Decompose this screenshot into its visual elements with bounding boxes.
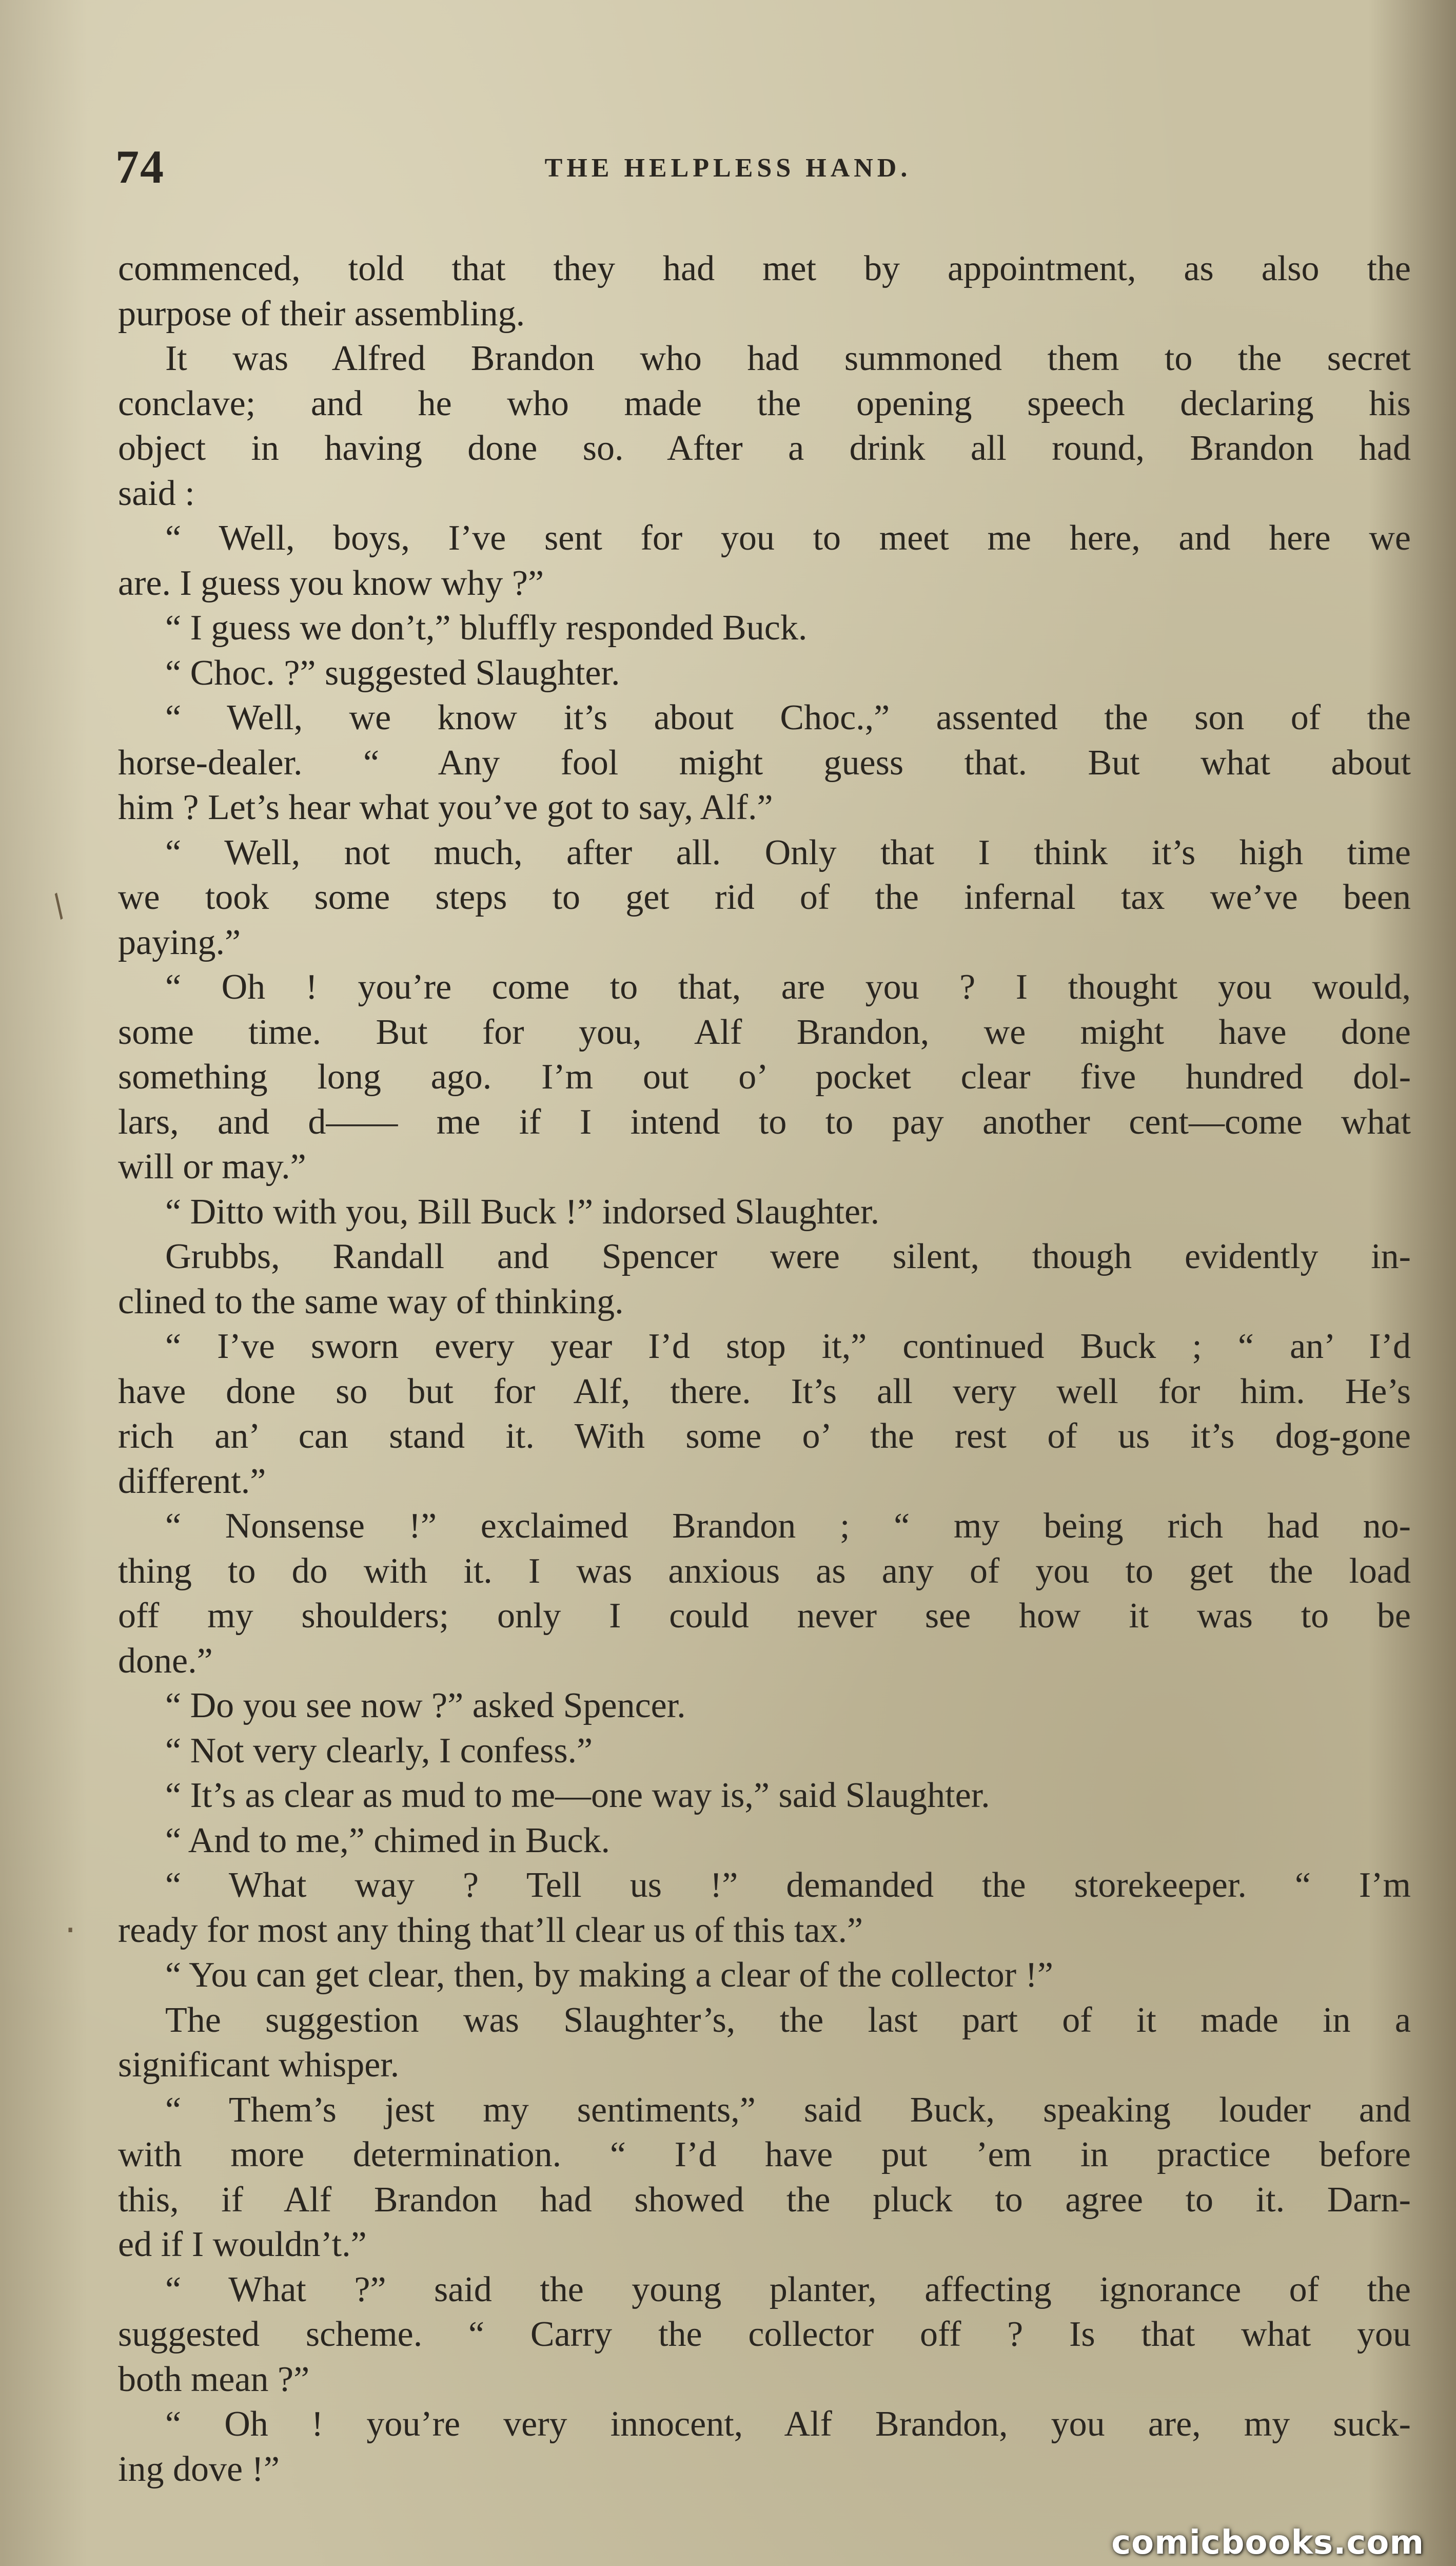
text-line: have done so but for Alf, there. It’s all very well for him. He’s — [118, 1371, 1411, 1411]
text-line: “ I’ve sworn every year I’d stop it,” continued Buck ; “ an’ I’d — [165, 1327, 1411, 1366]
running-title: THE HELPLESS HAND. — [544, 153, 912, 183]
margin-pencil-mark: / — [45, 887, 72, 924]
text-line: Grubbs, Randall and Spencer were silent, though evidently in- — [165, 1237, 1411, 1276]
text-line: object in having done so. After a drink all round, Brandon had — [118, 429, 1411, 468]
text-line: “ What way ? Tell us !” demanded the storekeeper. “ I’m — [165, 1865, 1411, 1905]
text-line: will or may.” — [118, 1147, 306, 1187]
text-line: significant whisper. — [118, 2045, 400, 2085]
text-line: “ Well, not much, after all. Only that I think it’s high time — [165, 832, 1411, 872]
text-line: we took some steps to get rid of the infernal tax we’ve been — [118, 878, 1411, 917]
page-number: 74 — [115, 141, 165, 193]
text-line: different.” — [118, 1461, 266, 1501]
text-line: lars, and d—— me if I intend to to pay another cent—come what — [118, 1102, 1411, 1142]
text-line: The suggestion was Slaughter’s, the last part of it made in a — [165, 2000, 1411, 2040]
text-line: off my shoulders; only I could never see how it was to be — [118, 1596, 1411, 1636]
watermark: comicbooks.com — [1111, 2524, 1424, 2562]
text-line: “ Ditto with you, Bill Buck !” indorsed Slaughter. — [165, 1192, 880, 1232]
text-line: “ Well, we know it’s about Choc.,” assented the son of the — [165, 698, 1411, 737]
text-line: “ Choc. ?” suggested Slaughter. — [165, 653, 620, 693]
text-line: “ Well, boys, I’ve sent for you to meet me here, and here we — [165, 518, 1411, 558]
text-line: suggested scheme. “ Carry the collector off ? Is that what you — [118, 2315, 1411, 2354]
text-line: “ You can get clear, then, by making a clear of the collector !” — [165, 1955, 1053, 1995]
text-line: commenced, told that they had met by appointment, as also the — [118, 249, 1411, 288]
text-line: “ Them’s jest my sentiments,” said Buck, speaking louder and — [165, 2090, 1411, 2130]
text-line: this, if Alf Brandon had showed the pluck to agree to it. Darn- — [118, 2180, 1411, 2220]
text-line: with more determination. “ I’d have put ’em in practice before — [118, 2135, 1411, 2174]
margin-dot-mark: · — [65, 1909, 76, 1951]
text-line: paying.” — [118, 922, 241, 962]
text-line: done.” — [118, 1641, 213, 1681]
text-line: him ? Let’s hear what you’ve got to say, Alf.” — [118, 788, 773, 827]
text-line: “ Oh ! you’re very innocent, Alf Brandon, you are, my suck- — [165, 2404, 1411, 2444]
text-line: purpose of their assembling. — [118, 294, 525, 334]
text-line: said : — [118, 473, 195, 513]
text-line: horse-dealer. “ Any fool might guess that. But what about — [118, 743, 1411, 783]
text-line: conclave; and he who made the opening speech declaring his — [118, 383, 1411, 423]
text-line: rich an’ can stand it. With some o’ the rest of us it’s dog-gone — [118, 1416, 1411, 1456]
text-line: ing dove !” — [118, 2449, 280, 2489]
text-line: some time. But for you, Alf Brandon, we might have done — [118, 1012, 1411, 1052]
text-line: “ Oh ! you’re come to that, are you ? I thought you would, — [165, 967, 1411, 1007]
text-line: are. I guess you know why ?” — [118, 563, 544, 603]
text-line: “ What ?” said the young planter, affecting ignorance of the — [165, 2269, 1411, 2309]
text-line: clined to the same way of thinking. — [118, 1281, 624, 1321]
text-line: ready for most any thing that’ll clear us of this tax.” — [118, 1910, 863, 1950]
text-line: something long ago. I’m out o’ pocket clear five hundred dol- — [118, 1057, 1411, 1097]
text-line: thing to do with it. I was anxious as any of you to get the load — [118, 1551, 1411, 1591]
body-text — [118, 246, 1411, 2492]
text-line: ed if I wouldn’t.” — [118, 2225, 367, 2264]
text-line: “ Do you see now ?” asked Spencer. — [165, 1686, 686, 1725]
text-line: “ I guess we don’t,” bluffly responded Buck. — [165, 608, 808, 648]
running-head — [0, 139, 1456, 195]
text-line: It was Alfred Brandon who had summoned them to the secret — [165, 339, 1411, 378]
text-line: “ It’s as clear as mud to me—one way is,” said Slaughter. — [165, 1776, 990, 1815]
text-line: “ Not very clearly, I confess.” — [165, 1731, 593, 1771]
text-line: “ And to me,” chimed in Buck. — [165, 1820, 611, 1860]
text-line: both mean ?” — [118, 2359, 310, 2399]
text-line: “ Nonsense !” exclaimed Brandon ; “ my being rich had no- — [165, 1506, 1411, 1546]
